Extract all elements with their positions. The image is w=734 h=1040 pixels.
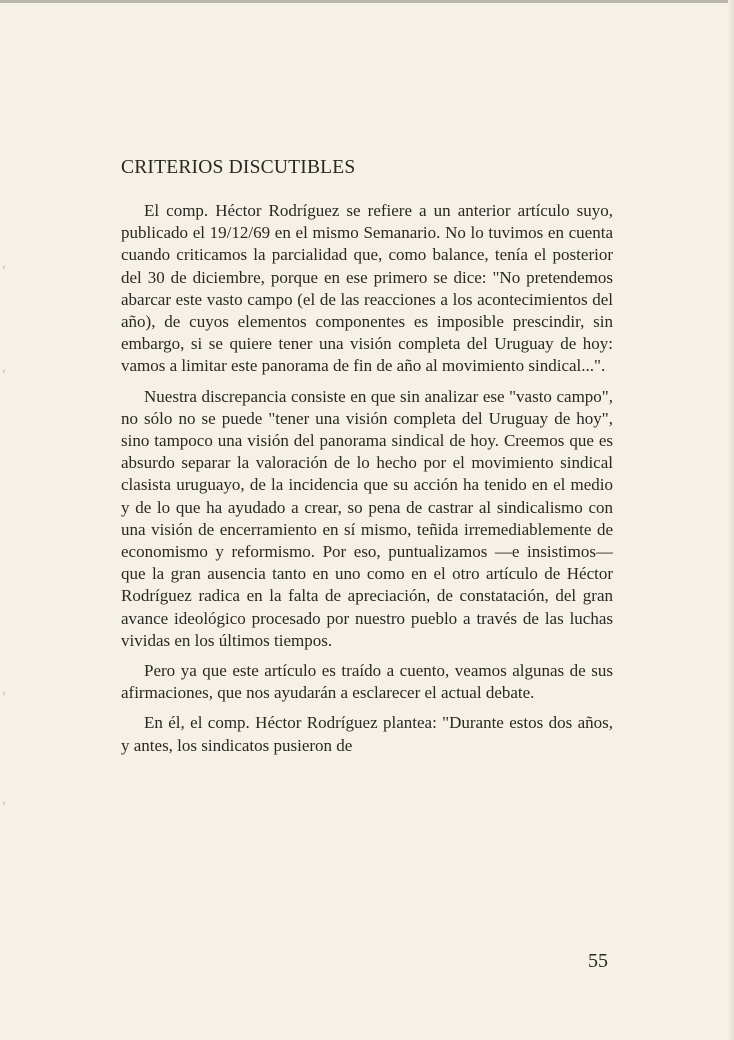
- binding-mark: ›: [2, 797, 6, 809]
- binding-mark: ›: [2, 687, 6, 699]
- paragraph: Pero ya que este artículo es traído a cuento, veamos algunas de sus afirmaciones, que nos ayudarán a esclarecer el actual debate.: [121, 661, 613, 703]
- paragraph: En él, el comp. Héctor Rodríguez plantea: "Durante estos dos años, y antes, los sindicatos pusieron de: [121, 713, 613, 755]
- page-top-edge: [0, 0, 734, 3]
- page-number: 55: [588, 950, 608, 972]
- binding-mark: ‹: [2, 261, 6, 273]
- paragraph: El comp. Héctor Rodríguez se refiere a un anterior artículo suyo, publicado el 19/12/69 en el mismo Semanario. No lo tuvimos en cuenta cuando criticamos la parcialidad que, como balance, tenía el posterior del 30 de diciembre, porque en ese primero se dice: "No pretendemos abarcar este vasto campo (el de las reacciones a los acontecimientos del año), de cuyos elementos componentes es imposible prescindir, sin embargo, si se quiere tener una visión completa del Uruguay de hoy: vamos a limitar este panorama de fin de año al movimiento sindical...".: [121, 201, 613, 376]
- page-right-edge: [728, 0, 734, 1040]
- paragraph: Nuestra discrepancia consiste en que sin analizar ese "vasto campo", no sólo no se puede "tener una visión completa del Uruguay de hoy", sino tampoco una visión del panorama sindical de hoy. Creemos que es absurdo separar la valoración de lo hecho por el movimiento sindical clasista uruguayo, de la incidencia que su acción ha tenido en el medio y de lo que ha ayudado a crear, so pena de castrar al sindicalismo con una visión de encerramiento en sí mismo, teñida irremediablemente de economismo y reformismo. Por eso, puntualizamos —e insistimos— que la gran ausencia tanto en uno como en el otro artículo de Héctor Rodríguez radica en la falta de apreciación, de constatación, del gran avance ideológico procesado por nuestro pueblo a través de las luchas vividas en los últimos tiempos.: [121, 386, 613, 650]
- binding-marks: [0, 0, 20, 1040]
- page-body: [121, 156, 613, 765]
- binding-mark: ‹: [2, 365, 6, 377]
- section-heading: CRITERIOS DISCUTIBLES: [121, 157, 356, 178]
